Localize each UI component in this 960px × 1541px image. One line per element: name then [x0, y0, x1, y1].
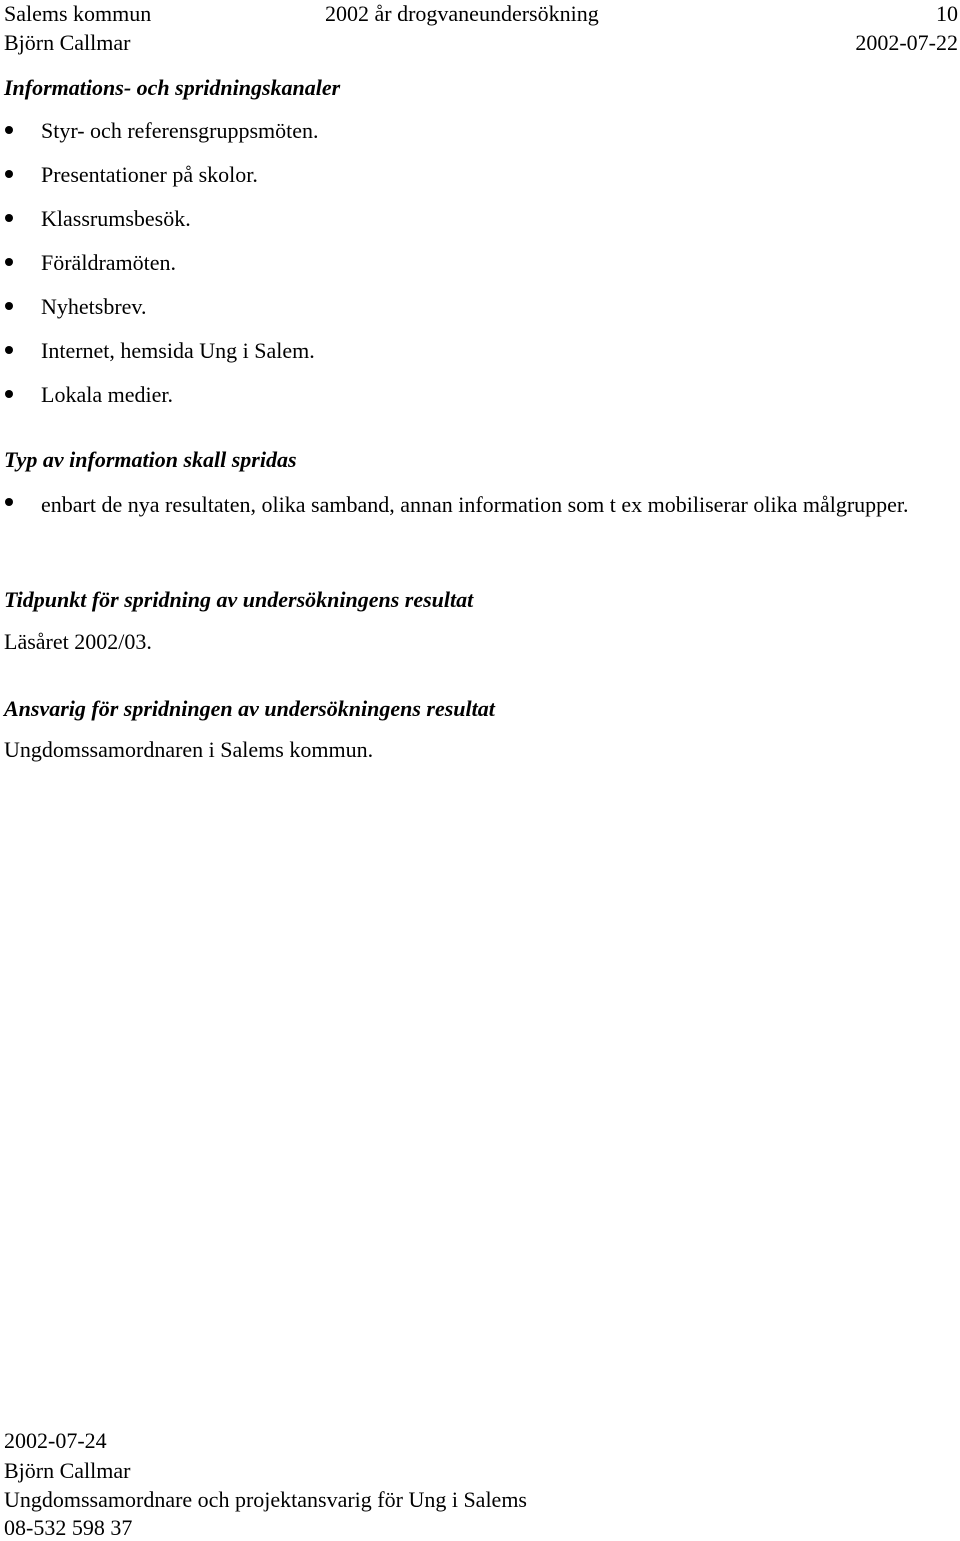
list-item-text: Internet, hemsida Ung i Salem.: [41, 338, 315, 363]
list-item-text: Föräldramöten.: [41, 250, 177, 275]
timing-text: Läsåret 2002/03.: [4, 629, 152, 654]
footer-name: Björn Callmar: [4, 1458, 131, 1483]
bullet-icon: [5, 498, 13, 506]
bullet-icon: [5, 214, 13, 222]
header-org: Salems kommun: [4, 1, 152, 26]
header-date: 2002-07-22: [855, 30, 958, 55]
bullet-icon: [5, 346, 13, 354]
bullet-icon: [5, 302, 13, 310]
timing-heading: Tidpunkt för spridning av undersökningens resultat: [4, 587, 474, 612]
channels-heading: Informations- och spridningskanaler: [4, 75, 341, 100]
header-author: Björn Callmar: [4, 30, 131, 55]
list-item-text: Styr- och referensgruppsmöten.: [41, 118, 319, 143]
bullet-icon: [5, 390, 13, 398]
bullet-icon: [5, 126, 13, 134]
list-item-text: enbart de nya resultaten, olika samband, annan information som t ex mobiliserar olika målgrupper.: [41, 492, 909, 517]
bullet-icon: [5, 258, 13, 266]
footer-date: 2002-07-24: [4, 1428, 107, 1453]
list-item-text: Klassrumsbesök.: [41, 206, 191, 231]
info-type-heading: Typ av information skall spridas: [4, 447, 297, 472]
footer-phone: 08-532 598 37: [4, 1515, 133, 1540]
list-item-text: Nyhetsbrev.: [41, 294, 147, 319]
footer-role: Ungdomssamordnare och projektansvarig för Ung i Salems: [4, 1487, 527, 1512]
bullet-icon: [5, 170, 13, 178]
responsible-heading: Ansvarig för spridningen av undersökningens resultat: [4, 696, 495, 721]
responsible-text: Ungdomssamordnaren i Salems kommun.: [4, 737, 374, 762]
list-item-text: Lokala medier.: [41, 382, 173, 407]
list-item-text: Presentationer på skolor.: [41, 162, 258, 187]
header-page-number: 10: [936, 1, 958, 26]
header-title: 2002 år drogvaneundersökning: [325, 1, 599, 26]
